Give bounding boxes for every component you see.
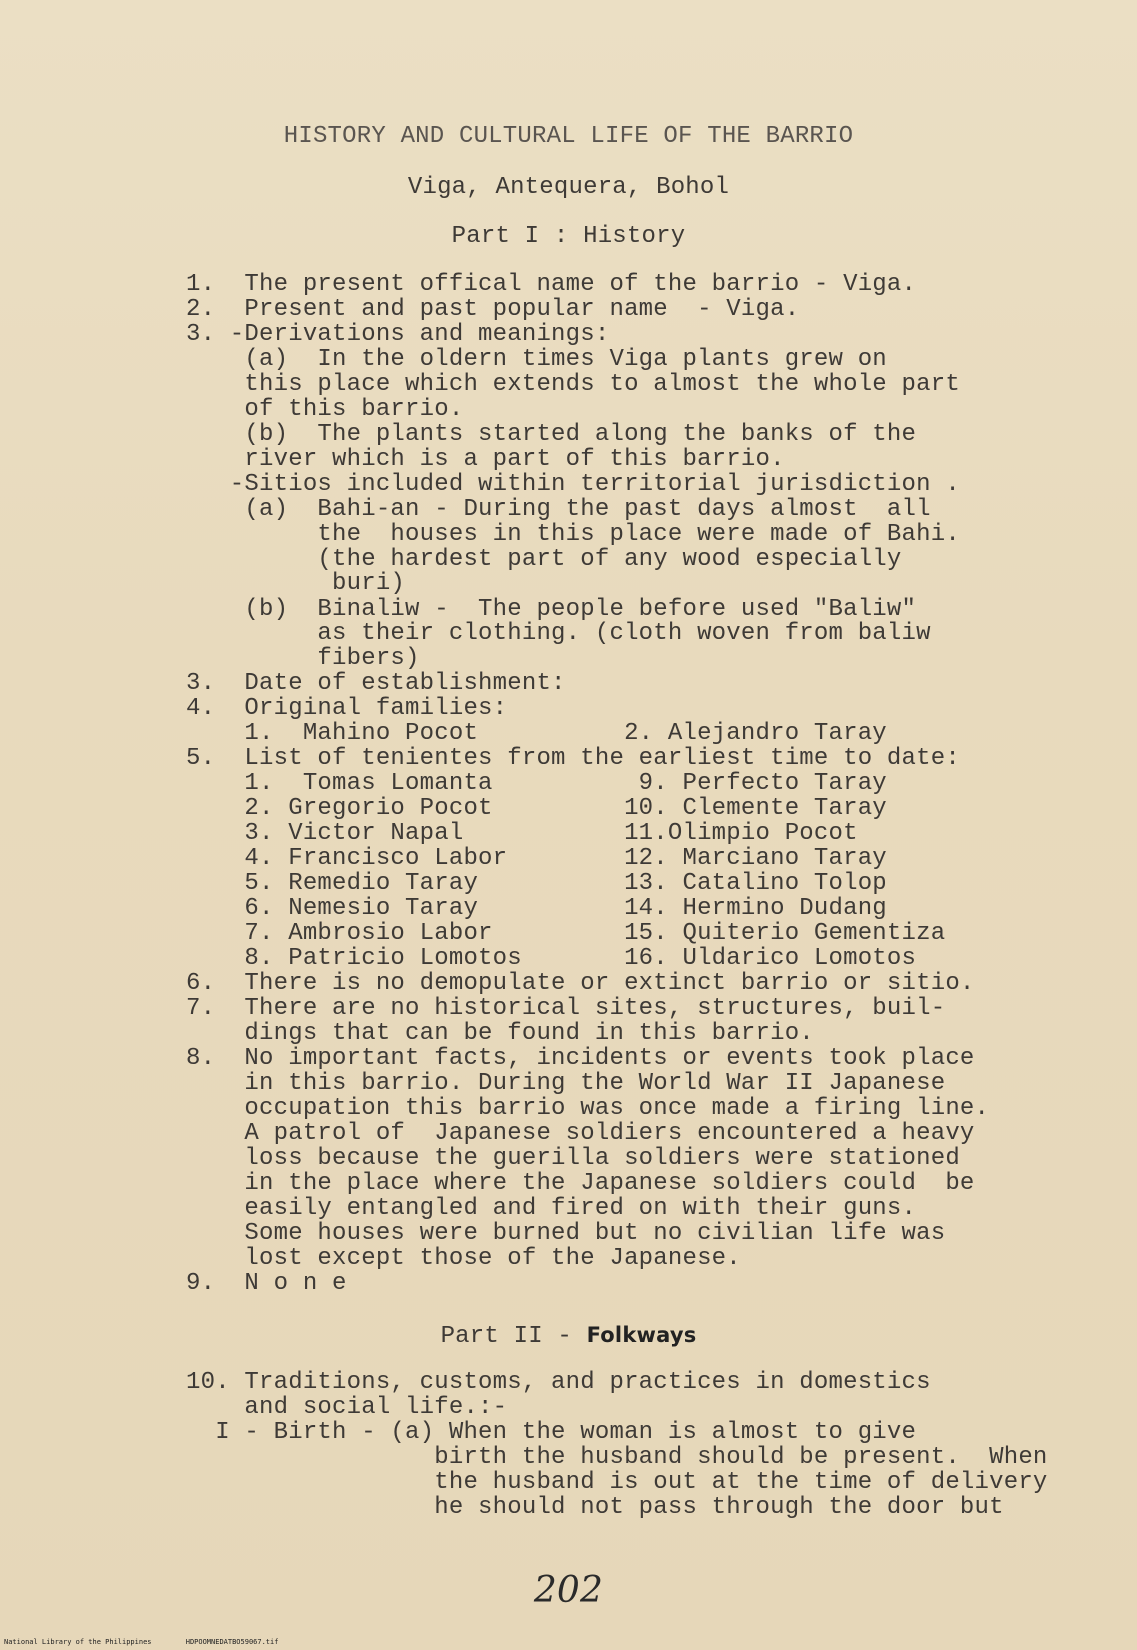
text-line: 10. Traditions, customs, and practices in domestics bbox=[186, 1369, 931, 1396]
text-line: 4. Original families: bbox=[186, 695, 508, 722]
text-line: 5. Remedio Taray 13. Catalino Tolop bbox=[186, 870, 887, 897]
footer-file: HDPOOMNEDATBO59067.tif bbox=[185, 1638, 279, 1646]
text-line: 7. There are no historical sites, structures, buil- bbox=[186, 995, 946, 1022]
text-line: birth the husband should be present. When bbox=[186, 1444, 1048, 1471]
part2-heading bbox=[0, 1322, 1137, 1350]
text-line: as their clothing. (cloth woven from baliw bbox=[186, 620, 931, 647]
text-line: of this barrio. bbox=[186, 396, 464, 423]
part1-heading: Part I : History bbox=[451, 223, 686, 250]
text-line: Some houses were burned but no civilian life was bbox=[186, 1220, 946, 1247]
text-line: (the hardest part of any wood especially bbox=[186, 546, 902, 573]
text-line: in this barrio. During the World War II Japanese bbox=[186, 1070, 946, 1097]
text-line: (a) In the oldern times Viga plants grew on bbox=[186, 346, 887, 373]
text-line: dings that can be found in this barrio. bbox=[186, 1020, 814, 1047]
text-line: the husband is out at the time of delivery bbox=[186, 1469, 1048, 1496]
text-line: lost except those of the Japanese. bbox=[186, 1245, 741, 1272]
text-line: in the place where the Japanese soldiers could be bbox=[186, 1170, 975, 1197]
text-line: 3. Date of establishment: bbox=[186, 670, 566, 697]
text-line: 7. Ambrosio Labor 15. Quiterio Gementiza bbox=[186, 920, 946, 947]
text-line: I - Birth - (a) When the woman is almost to give bbox=[186, 1419, 917, 1446]
text-line: occupation this barrio was once made a firing line. bbox=[186, 1095, 990, 1122]
text-line: (b) Binaliw - The people before used "Baliw" bbox=[186, 596, 917, 623]
text-line: he should not pass through the door but bbox=[186, 1494, 1004, 1521]
text-line: 8. Patricio Lomotos 16. Uldarico Lomotos bbox=[186, 945, 917, 972]
text-line: 4. Francisco Labor 12. Marciano Taray bbox=[186, 845, 887, 872]
text-line: 6. There is no demopulate or extinct barrio or sitio. bbox=[186, 970, 975, 997]
text-line: 5. List of tenientes from the earliest time to date: bbox=[186, 745, 960, 772]
text-line: and social life.:- bbox=[186, 1394, 508, 1421]
text-line: 2. Gregorio Pocot 10. Clemente Taray bbox=[186, 795, 887, 822]
text-line: 6. Nemesio Taray 14. Hermino Dudang bbox=[186, 895, 887, 922]
text-line: -Sitios included within territorial jurisdiction . bbox=[186, 471, 960, 498]
text-line: loss because the guerilla soldiers were stationed bbox=[186, 1145, 960, 1172]
text-line: river which is a part of this barrio. bbox=[186, 446, 785, 473]
text-line: easily entangled and fired on with their guns. bbox=[186, 1195, 917, 1222]
text-line: 3. Victor Napal 11.Olimpio Pocot bbox=[186, 820, 858, 847]
text-line: (b) The plants started along the banks of the bbox=[186, 421, 917, 448]
text-line: buri) bbox=[186, 570, 406, 597]
text-line: 1. Tomas Lomanta 9. Perfecto Taray bbox=[186, 770, 887, 797]
text-line: 3. -Derivations and meanings: bbox=[186, 321, 610, 348]
page-number: 202 bbox=[533, 1570, 604, 1611]
text-line: 1. The present offical name of the barrio - Viga. bbox=[186, 271, 917, 298]
document-title: HISTORY AND CULTURAL LIFE OF THE BARRIO bbox=[283, 123, 854, 150]
footer bbox=[4, 1638, 308, 1646]
text-line: the houses in this place were made of Bahi. bbox=[186, 521, 960, 548]
document-subtitle: Viga, Antequera, Bohol bbox=[407, 174, 730, 201]
part2-heading-bold: Folkways bbox=[586, 1323, 697, 1347]
text-line: 2. Present and past popular name - Viga. bbox=[186, 296, 800, 323]
text-line: fibers) bbox=[186, 645, 420, 672]
text-line: 1. Mahino Pocot 2. Alejandro Taray bbox=[186, 720, 887, 747]
part2-heading-prefix: Part II - bbox=[440, 1323, 572, 1350]
text-line: 9. N o n e bbox=[186, 1270, 347, 1297]
footer-library: National Library of the Philippines bbox=[4, 1638, 152, 1646]
text-line: 8. No important facts, incidents or events took place bbox=[186, 1045, 975, 1072]
text-line: this place which extends to almost the whole part bbox=[186, 371, 960, 398]
text-line: A patrol of Japanese soldiers encountered a heavy bbox=[186, 1120, 975, 1147]
text-line: (a) Bahi-an - During the past days almost all bbox=[186, 496, 931, 523]
